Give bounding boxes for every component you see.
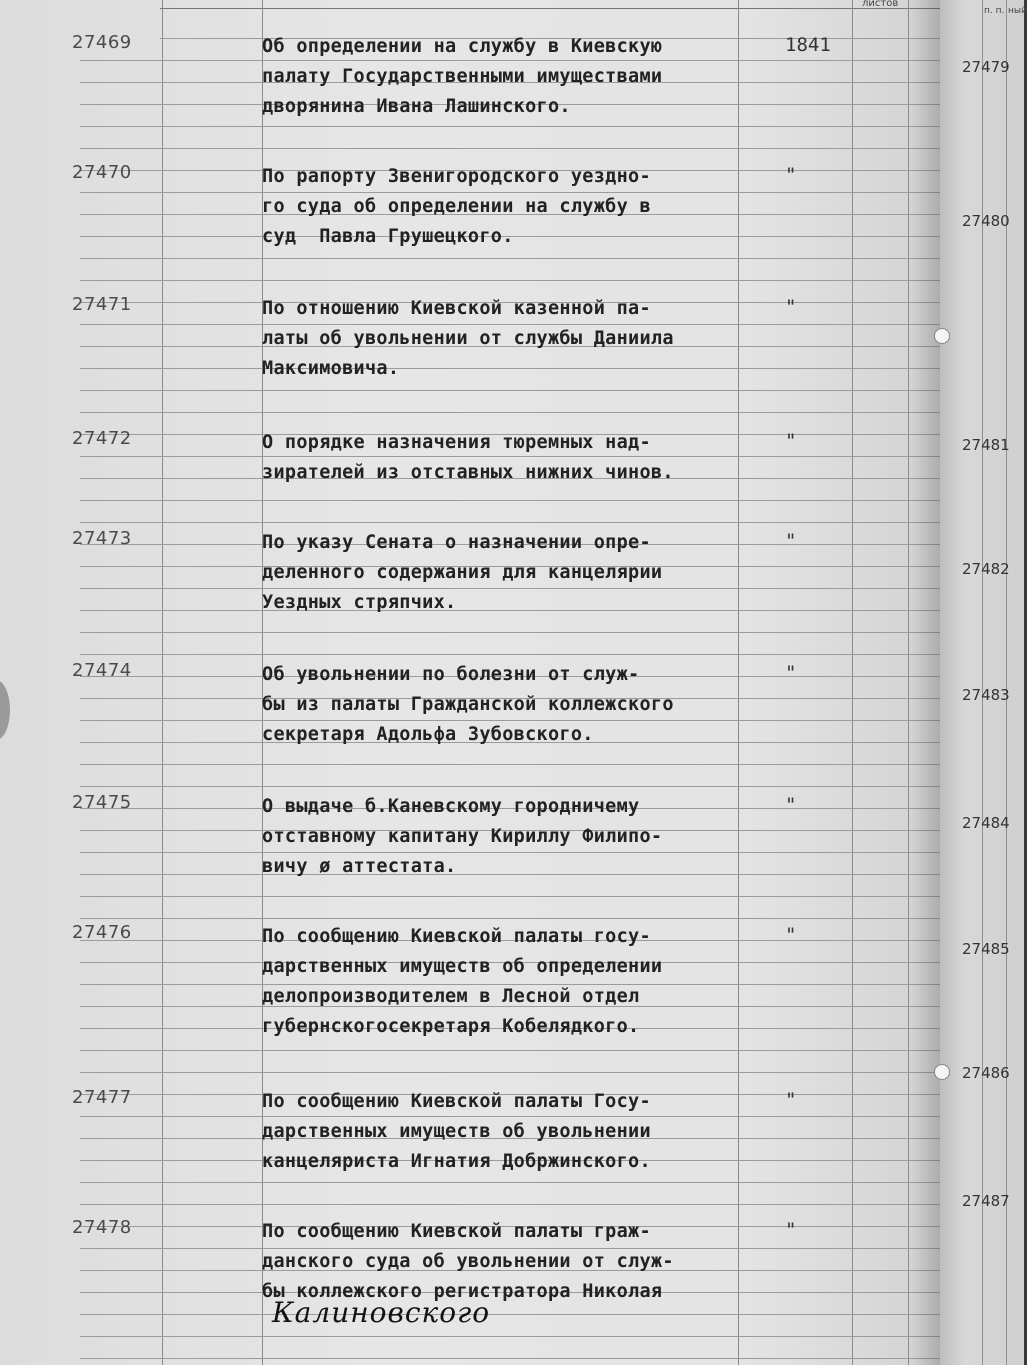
- number-column-line: [80, 346, 162, 347]
- entry-number: 27473: [72, 528, 132, 549]
- number-column-line: [80, 214, 162, 215]
- ruling-line: [160, 632, 940, 633]
- number-column-line: [80, 566, 162, 567]
- next-page-number: 27481: [962, 436, 1010, 454]
- next-page-header-a: п. п.: [984, 6, 1005, 16]
- next-page-number: 27486: [962, 1064, 1010, 1082]
- number-column-line: [80, 786, 162, 787]
- number-column-line: [80, 500, 162, 501]
- entry-number: 27476: [72, 922, 132, 943]
- number-column-line: [80, 918, 162, 919]
- number-column-line: [80, 60, 162, 61]
- number-column-line: [80, 412, 162, 413]
- number-column-line: [80, 830, 162, 831]
- entry-number: 27470: [72, 162, 132, 183]
- entry-year: ": [785, 794, 797, 816]
- entry-text: По сообщению Киевской палаты Госу- дарственных имуществ об увольнении канцеляриста Игнатия Добржинского.: [262, 1091, 651, 1172]
- number-column-line: [80, 368, 162, 369]
- binding-hole: [934, 1064, 950, 1080]
- number-column-line: [80, 1028, 162, 1029]
- next-page-number: 27487: [962, 1192, 1010, 1210]
- entry-year: ": [785, 662, 797, 684]
- ruling-line: [160, 1072, 940, 1073]
- next-page-edge: [940, 0, 1027, 1365]
- entry-year: ": [785, 164, 797, 186]
- next-page-number: 27484: [962, 814, 1010, 832]
- entry-number: 27477: [72, 1087, 132, 1108]
- entry-number: 27472: [72, 428, 132, 449]
- entry-year: 1841: [785, 34, 831, 56]
- number-column-line: [80, 104, 162, 105]
- thumb-shadow: [0, 680, 10, 740]
- entry-text: По отношению Киевской казенной па- латы об увольнении от службы Даниила Максимовича.: [262, 298, 674, 379]
- ruling-line: [160, 148, 940, 149]
- number-column-line: [80, 588, 162, 589]
- entry-text: Об определении на службу в Киевскую палату Государственными имуществами дворянина Ивана Лашинского.: [262, 36, 663, 117]
- number-column-line: [80, 1138, 162, 1139]
- ruling-line: [160, 522, 940, 523]
- entry-number: 27474: [72, 660, 132, 681]
- binding-hole: [934, 328, 950, 344]
- next-page-number: 27485: [962, 940, 1010, 958]
- ruling-line: [160, 654, 940, 655]
- number-column-line: [80, 148, 162, 149]
- ruling-line: [160, 1050, 940, 1051]
- entry-text: По рапорту Звенигородского уездно- го суда об определении на службу в суд Павла Грушецкого.: [262, 166, 651, 247]
- ruling-line: [160, 1336, 940, 1337]
- number-column-line: [80, 1270, 162, 1271]
- next-page-rule-1: [982, 0, 983, 1365]
- number-column-line: [80, 1204, 162, 1205]
- entry-year: ": [785, 430, 797, 452]
- entry-number: 27478: [72, 1217, 132, 1238]
- number-column-line: [80, 1358, 162, 1359]
- number-column-line: [80, 1160, 162, 1161]
- ruling-line: [160, 1358, 940, 1359]
- entry-number: 27471: [72, 294, 132, 315]
- number-column-line: [80, 390, 162, 391]
- number-column-line: [80, 962, 162, 963]
- number-column-line: [80, 324, 162, 325]
- entry-text: О выдаче б.Каневскому городничему отставному капитану Кириллу Филипо- вичу ø аттестата.: [262, 796, 663, 877]
- ruling-line: [160, 764, 940, 765]
- handwritten-surname: Калиновского: [272, 1296, 491, 1329]
- number-column-line: [80, 610, 162, 611]
- ruling-line: [160, 896, 940, 897]
- number-column-line: [80, 1072, 162, 1073]
- number-column-line: [80, 742, 162, 743]
- entry-text: О порядке назначения тюремных над- зирателей из отставных нижних чинов.: [262, 432, 674, 483]
- next-page-number: 27483: [962, 686, 1010, 704]
- number-column-line: [80, 280, 162, 281]
- entry-text: Об увольнении по болезни от служ- бы из палаты Гражданской коллежского секретаря Адольфа Зубовского.: [262, 664, 674, 745]
- number-column-line: [80, 478, 162, 479]
- number-column-line: [80, 1292, 162, 1293]
- header-rule: [160, 8, 940, 9]
- number-column-line: [80, 720, 162, 721]
- ruling-line: [160, 126, 940, 127]
- number-column-line: [80, 1248, 162, 1249]
- ruling-line: [160, 918, 940, 919]
- number-column-line: [80, 522, 162, 523]
- entry-text: По сообщению Киевской палаты граж- данского суда об увольнении от служ- бы коллежского регистратора Николая: [262, 1221, 674, 1302]
- entry-text: По указу Сената о назначении опре- деленного содержания для канцелярии Уездных стряпчих.: [262, 532, 663, 613]
- number-column-line: [80, 1314, 162, 1315]
- number-column-line: [80, 764, 162, 765]
- number-column-line: [80, 698, 162, 699]
- ruling-line: [160, 390, 940, 391]
- next-page-number: 27482: [962, 560, 1010, 578]
- number-column-line: [80, 896, 162, 897]
- number-column-line: [80, 654, 162, 655]
- entry-number: 27469: [72, 32, 132, 53]
- number-column-line: [80, 258, 162, 259]
- number-column-line: [80, 1006, 162, 1007]
- number-column-line: [80, 456, 162, 457]
- ruling-line: [160, 280, 940, 281]
- ruling-line: [160, 258, 940, 259]
- ruling-line: [160, 412, 940, 413]
- next-page-number: 27480: [962, 212, 1010, 230]
- number-column-line: [80, 852, 162, 853]
- ruling-line: [160, 786, 940, 787]
- entry-number: 27475: [72, 792, 132, 813]
- next-page-number: 27479: [962, 58, 1010, 76]
- entry-year: ": [785, 530, 797, 552]
- ruling-line: [160, 1182, 940, 1183]
- entry-year: ": [785, 296, 797, 318]
- next-page-header-b: ный: [1008, 6, 1027, 16]
- entry-year: ": [785, 1089, 797, 1111]
- number-column-line: [80, 1116, 162, 1117]
- entry-year: ": [785, 924, 797, 946]
- column-header-sheets: листов: [862, 0, 899, 9]
- entry-year: ": [785, 1219, 797, 1241]
- number-column-line: [80, 1182, 162, 1183]
- ruling-line: [160, 1204, 940, 1205]
- number-column-line: [80, 236, 162, 237]
- number-column-line: [80, 1336, 162, 1337]
- next-page-rule-2: [1006, 0, 1007, 1365]
- number-column-line: [80, 1050, 162, 1051]
- number-column-line: [80, 632, 162, 633]
- number-column-line: [80, 874, 162, 875]
- number-column-line: [80, 126, 162, 127]
- entry-text: По сообщению Киевской палаты госу- дарственных имуществ об определении делопроизводителем в Лесной отдел губернскогосекретаря Кобелядкого.: [262, 926, 663, 1037]
- number-column-line: [80, 984, 162, 985]
- ruling-line: [160, 500, 940, 501]
- number-column-line: [80, 192, 162, 193]
- number-column-line: [80, 82, 162, 83]
